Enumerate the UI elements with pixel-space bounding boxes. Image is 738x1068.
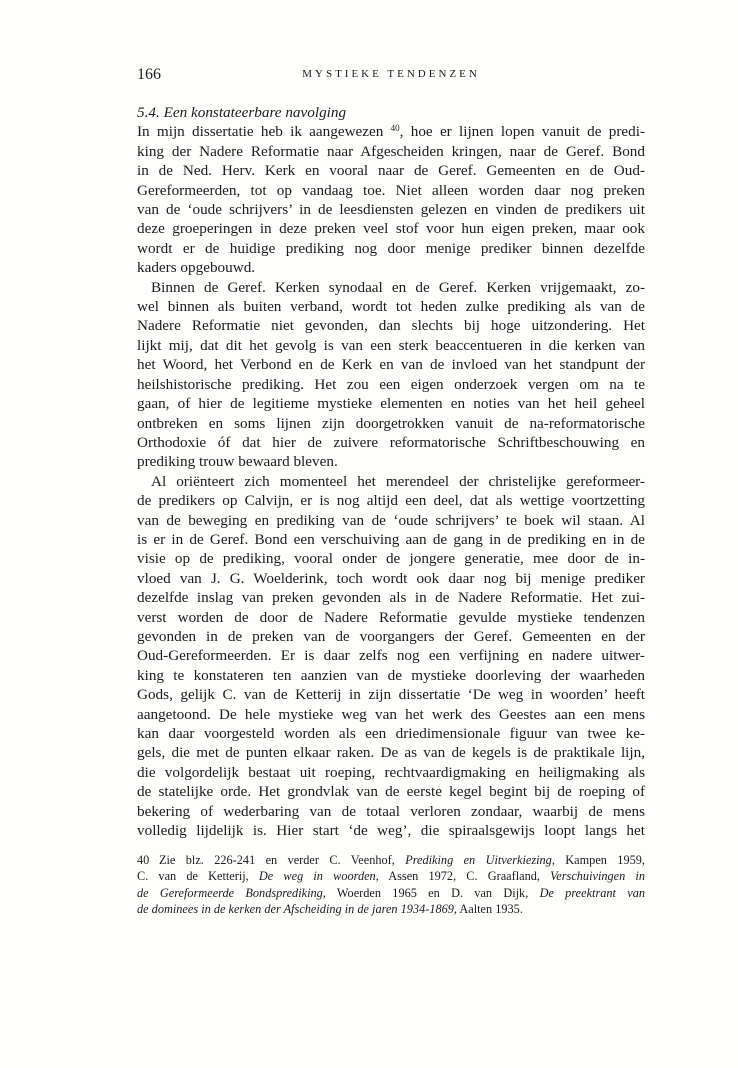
footnote-number: 40 [137, 853, 150, 867]
text-line: volledig lijdelijk is. Hier start ‘de weg’, die spiraalsgewijs loopt langs het [137, 822, 645, 840]
text-line: Binnen de Geref. Kerken synodaal en de Geref. Kerken vrijgemaakt, zo- [151, 278, 645, 296]
text-line: king te konstateren ten aanzien van de mystieke doorleving der waarheden [137, 666, 645, 684]
text-line: Nadere Reformatie niet gevonden, dan slechts bij hoge uitzondering. Het [137, 317, 645, 335]
text-line: prediking trouw bewaard bleven. [137, 453, 338, 471]
text-line: wordt er de huidige prediking nog door menige prediker binnen dezelfde [137, 239, 645, 257]
text-line: Al oriënteert zich momenteel het merendeel der christelijke gereformeer- [151, 472, 645, 490]
text-line: Orthodoxie óf dat hier de zuivere reformatorische Schriftbeschouwing en [137, 433, 645, 451]
text-line: vloed van J. G. Woelderink, toch wordt ook daar nog bij menige prediker [137, 569, 645, 587]
footnote-reference[interactable]: 40 [390, 123, 400, 134]
text-line: bekering of wederbaring van de totaal verloren zondaar, waarbij de mens [137, 802, 645, 820]
text-line: aangetoond. De hele mystieke weg van het werk des Geestes aan een mens [137, 705, 645, 723]
text-line: deze groeperingen in deze preken veel stof voor hun eigen preken, maar ook [137, 220, 645, 238]
text-line: gels, die met de punten elkaar raken. De as van de kegels is de praktikale lijn, [137, 744, 645, 762]
text-line: gevonden in de preken van de voorgangers der Geref. Gemeenten en der [137, 627, 645, 645]
text-line: king der Nadere Reformatie naar Afgescheiden kringen, naar de Geref. Bond [137, 142, 645, 160]
running-title: MYSTIEKE TENDENZEN [302, 68, 480, 80]
text-line: wel binnen als buiten verband, wordt tot heden zulke prediking als van de [137, 298, 645, 316]
text-line: verst worden de door de Nadere Reformatie gevulde mystieke tendenzen [137, 608, 645, 626]
text-line: gaan, of hier de legitieme mystieke elementen en noties van het heil geheel [137, 395, 645, 413]
footnote-line: C. van de Ketterij, De weg in woorden, Assen 1972, C. Graafland, Verschuivingen in [137, 869, 645, 884]
text-line: in de Ned. Herv. Kerk en vooral naar de Geref. Gemeenten en de Oud- [137, 162, 645, 180]
paragraph [137, 122, 645, 277]
text-line: van de ‘oude schrijvers’ in de leesdiensten gelezen en vinden de predikers uit [137, 201, 645, 219]
text-line: Gods, gelijk C. van de Ketterij in zijn dissertatie ‘De weg in woorden’ heeft [137, 686, 645, 704]
text-line: het Woord, het Verbond en de Kerk en van de invloed van het standpunt der [137, 356, 645, 374]
body-text [137, 103, 645, 840]
text-line: die volgordelijk bestaat uit roeping, rechtvaardigmaking en heiligmaking als [137, 763, 645, 781]
section-heading: 5.4. Een konstateerbare navolging [137, 104, 347, 121]
footnote-line: 40 Zie blz. 226-241 en verder C. Veenhof, Prediking en Uitverkiezing, Kampen 1959, [137, 853, 645, 867]
text-line: In mijn dissertatie heb ik aangewezen $^{40}$, hoe er lijnen lopen vanuit de predi- [137, 123, 646, 141]
text-line: heilshistorische prediking. Het zou een eigen onderzoek vergen om na te [137, 375, 645, 393]
text-line: kan daar voorgesteld worden als een driedimensionale figuur van twee ke- [137, 725, 645, 742]
paragraph [137, 472, 645, 841]
paragraph [137, 278, 645, 472]
text-line: Oud-Gereformeerden. Er is daar zelfs nog een verfijning en nadere uitwer- [137, 647, 645, 665]
footnote-line: de dominees in de kerken der Afscheiding in de jaren 1934-1869, Aalten 1935. [137, 901, 523, 916]
page-number: 166 [137, 66, 161, 83]
text-line: visie op de prediking, vooral onder de jongere generatie, mee door de in- [137, 550, 645, 568]
running-head [137, 66, 645, 86]
footnote-line: de Gereformeerde Bondsprediking, Woerden 1965 en D. van Dijk, De preektrant van [137, 885, 645, 900]
text-line: Gereformeerden, tot op vandaag toe. Niet alleen worden daar nog preken [137, 181, 645, 199]
text-line: de statelijke orde. Het grondvlak van de eerste kegel begint bij de roeping of [137, 783, 645, 801]
text-line: van de beweging en prediking van de ‘oude schrijvers’ te boek wil staan. Al [137, 511, 645, 529]
text-line: ontbreken en soms lijnen zijn doorgetrokken vanuit de na-reformatorische [137, 414, 645, 432]
text-line: dezelfde inslag van preken gevonden als in de Nadere Reformatie. Het zui- [137, 589, 645, 607]
text-line: kaders opgebouwd. [137, 259, 256, 277]
text-line: lijkt mij, dat dit het gevolg is van een sterk beaccentueren in die kerken van [137, 336, 645, 354]
text-line: is er in de Geref. Bond een verschuiving aan de gang in de prediking en in de [137, 530, 645, 548]
text-line: de predikers op Calvijn, er is nog altijd een deel, dat als wettige voortzetting [137, 492, 645, 510]
footnote [137, 852, 645, 917]
